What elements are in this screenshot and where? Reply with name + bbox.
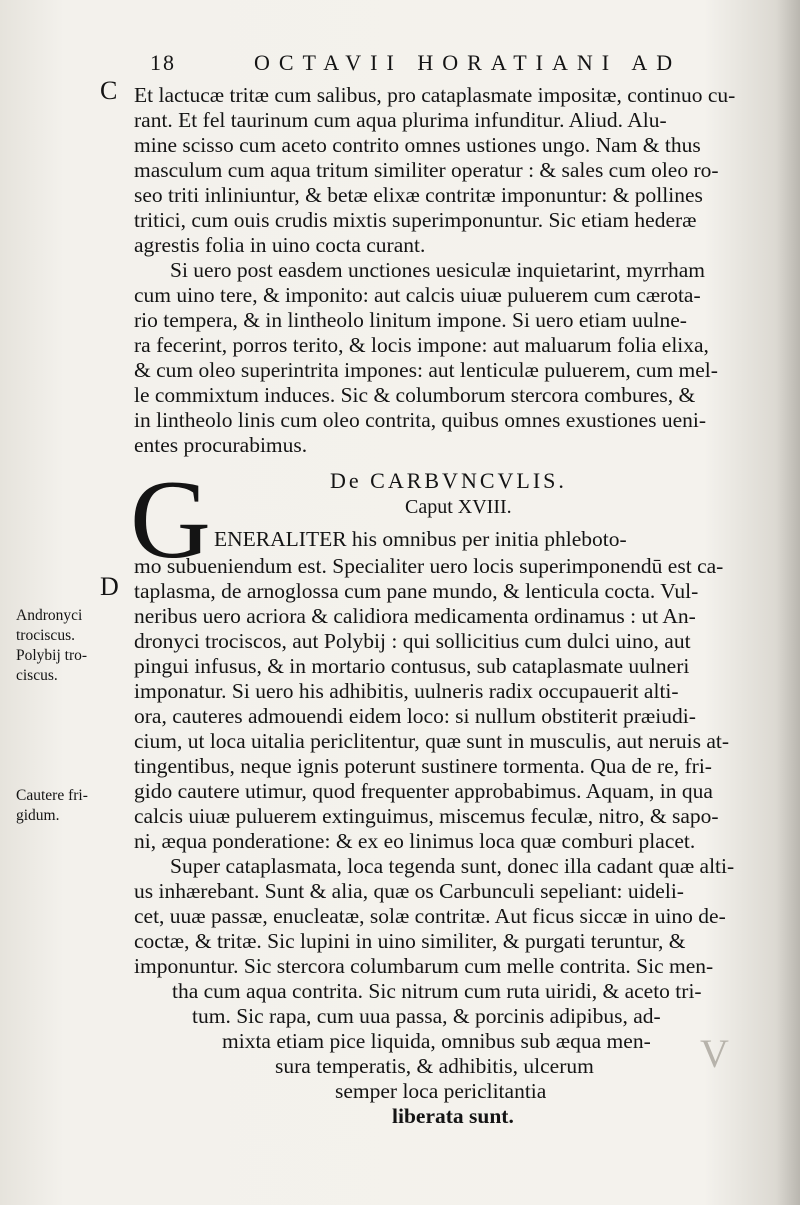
text-line: calcis uiuæ puluerem extinguimus, miscemus feculæ, nitro, & sapo- [134, 804, 719, 828]
margin-letter-c: C [100, 76, 118, 105]
text-line: cet, uuæ passæ, enucleatæ, solæ contritæ. Aut ficus siccæ in uino de- [134, 904, 726, 928]
margin-note-andronyci [16, 606, 126, 686]
text-line: mo subueniendum est. Specialiter uero locis superimponendū est ca- [134, 554, 724, 578]
margin-note-line: gidum. [16, 807, 60, 824]
text-line: taplasma, de arnoglossa cum pane mundo, & lenticula cocta. Vul- [134, 579, 699, 603]
text-line: tritici, cum ouis crudis mixtis superimponuntur. Sic etiam hederæ [134, 208, 697, 232]
text-line: semper loca periclitantia [335, 1079, 547, 1103]
text-line: us inhærebant. Sunt & alia, quæ os Carbunculi sepeliant: uideli- [134, 879, 684, 903]
text-line: coctæ, & tritæ. Sic lupini in uino similiter, & purgati teruntur, & [134, 929, 686, 953]
text-line: Super cataplasmata, loca tegenda sunt, donec illa cadant quæ alti- [170, 854, 735, 878]
text-line: mixta etiam pice liquida, omnibus sub æqua men- [222, 1029, 651, 1053]
margin-letter-d: D [100, 572, 119, 601]
running-title: OCTAVII HORATIANI AD [254, 50, 682, 75]
text-line: gido cautere utimur, quod frequenter approbabimus. Aquam, in qua [134, 779, 713, 803]
margin-note-line: Cautere fri- [16, 787, 88, 804]
text-line: & cum oleo superintrita impones: aut lenticulæ puluerem, cum mel- [134, 358, 718, 382]
text-line: masculum cum aqua tritum similiter operatur : & sales cum oleo ro- [134, 158, 719, 182]
text-line: Et lactucæ tritæ cum salibus, pro cataplasmate impositæ, continuo cu- [134, 83, 736, 107]
chapter-subtitle: Caput XVIII. [405, 496, 512, 518]
text-line: neribus uero acriora & calidiora medicamenta ordinamus : ut An- [134, 604, 696, 628]
text-line: le commixtum induces. Sic & columborum stercora combures, & [134, 383, 696, 407]
text-line: entes procurabimus. [134, 433, 308, 457]
text-line: tingentibus, neque ignis poterunt sustinere tormenta. Qua de re, fri- [134, 754, 712, 778]
margin-note-line: trociscus. [16, 627, 75, 644]
chapter-title: De CARBVNCVLIS. [330, 468, 567, 493]
chapter-opening-line: ENERALITER his omnibus per initia phleboto- [214, 527, 627, 551]
margin-note-line: Andronyci [16, 607, 83, 624]
text-line: sura temperatis, & adhibitis, ulcerum [275, 1054, 594, 1078]
text-line: Si uero post easdem unctiones uesiculæ inquietarint, myrrham [170, 258, 706, 282]
folio-number: 18 [150, 50, 176, 75]
text-line: cium, ut loca uitalia periclitentur, quæ sunt in musculis, aut neruis at- [134, 729, 730, 753]
text-line: tum. Sic rapa, cum uua passa, & porcinis adipibus, ad- [192, 1004, 661, 1028]
text-line: ora, cauteres admouendi eidem loco: si nullum obstiterit præiudi- [134, 704, 696, 728]
text-line: tha cum aqua contrita. Sic nitrum cum ruta uiridi, & aceto tri- [172, 979, 702, 1003]
margin-note-line: ciscus. [16, 667, 58, 684]
page-header [150, 50, 710, 80]
catchword: V [700, 1031, 729, 1076]
text-line: liberata sunt. [392, 1104, 514, 1128]
text-line: in lintheolo linis cum oleo contrita, quibus omnes exustiones ueni- [134, 408, 707, 432]
text-line: dronyci trociscos, aut Polybij : qui sollicitius cum dulci uino, aut [134, 629, 691, 653]
text-line: rio tempera, & in lintheolo linitum impone. Si uero etiam uulne- [134, 308, 687, 332]
drop-cap-initial: G [130, 458, 211, 582]
text-line: imponuntur. Sic stercora columbarum cum melle contrita. Sic men- [134, 954, 714, 978]
text-line: ra fecerint, porros terito, & locis impone: aut maluarum folia elixa, [134, 333, 709, 357]
text-line: seo triti inliniuntur, & betæ elixæ contritæ imponuntur: & pollines [134, 183, 703, 207]
text-line: mine scisso cum aceto contrito omnes ustiones ungo. Nam & thus [134, 133, 701, 157]
margin-note-line: Polybij tro- [16, 647, 88, 664]
text-line: agrestis folia in uino cocta curant. [134, 233, 426, 257]
margin-note-cautere [16, 786, 126, 826]
text-line: imponatur. Si uero his adhibitis, uulneris radix occupauerit alti- [134, 679, 679, 703]
text-line: pingui infusus, & in mortario contusus, sub cataplasmate uulneri [134, 654, 690, 678]
text-line: ni, æqua ponderatione: & ex eo linimus loca quæ comburi placet. [134, 829, 696, 853]
text-line: rant. Et fel taurinum cum aqua plurima infunditur. Aliud. Alu- [134, 108, 667, 132]
text-line: cum uino tere, & imponito: aut calcis uiuæ puluerem cum cærota- [134, 283, 701, 307]
